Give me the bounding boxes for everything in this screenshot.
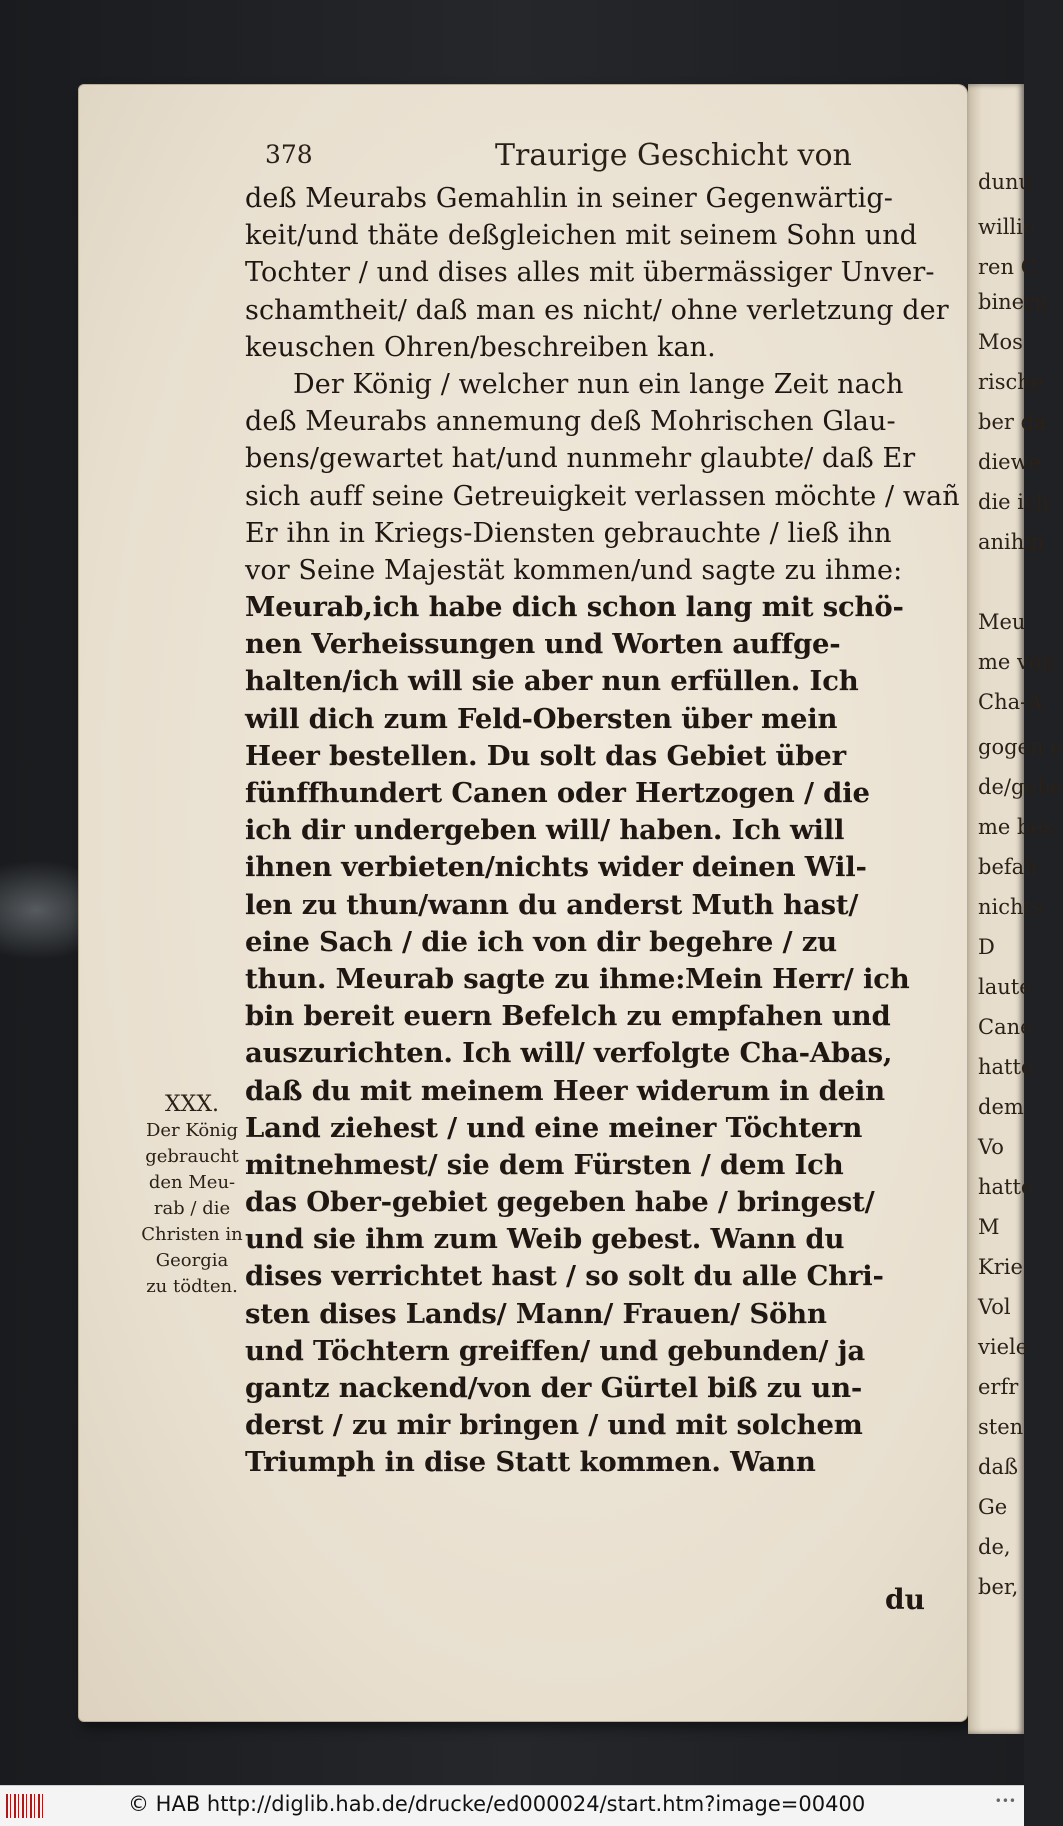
- text-line: Triumph in dise Statt kommen. Wann: [245, 1446, 816, 1479]
- marginal-note-line: zu tödten.: [146, 1276, 238, 1297]
- text-line: mitnehmest/ sie dem Fürsten / dem Ich: [245, 1148, 844, 1181]
- next-page-fragment: hatte: [978, 1175, 1034, 1199]
- next-page-fragment: daß: [978, 1455, 1018, 1479]
- next-page-fragment: rische: [978, 370, 1044, 394]
- text-line: daß du mit meinem Heer widerum in dein: [245, 1074, 885, 1107]
- text-line: bens/gewartet hat/und nunmehr glaubte/ daß Er: [245, 443, 916, 475]
- next-page-fragment: Krie: [978, 1255, 1023, 1279]
- text-line: eine Sach / die ich von dir begehre / zu: [245, 925, 837, 958]
- text-line: dises verrichtet hast / so solt du alle Chri-: [245, 1260, 884, 1293]
- text-line: und Töchtern greiffen/ und gebunden/ ja: [245, 1334, 865, 1367]
- page-header: [265, 140, 935, 180]
- next-page-fragment: sten: [978, 1415, 1024, 1439]
- text-line: schamtheit/ daß man es nicht/ ohne verletzung der: [245, 294, 949, 326]
- text-line: will dich zum Feld-Obersten über mein: [245, 702, 838, 735]
- next-page-fragment: anihm: [978, 530, 1045, 554]
- running-title: Traurige Geschicht von: [495, 138, 852, 173]
- text-line: Heer bestellen. Du solt das Gebiet über: [245, 739, 846, 772]
- text-line: und sie ihm zum Weib gebest. Wann du: [245, 1223, 845, 1256]
- page-number: 378: [265, 140, 313, 169]
- text-line: Der König / welcher nun ein lange Zeit nach: [293, 368, 904, 400]
- next-page-fragment: Meu: [978, 610, 1026, 634]
- copyright-url: © HAB http://diglib.hab.de/drucke/ed000024/start.htm?image=00400: [128, 1792, 866, 1816]
- marginal-note-line: Christen in: [141, 1224, 243, 1245]
- next-page-fragment: me bes: [978, 815, 1054, 839]
- text-line: derst / zu mir bringen / und mit solchem: [245, 1409, 863, 1442]
- footer-bar: [0, 1785, 1024, 1826]
- text-line: Meurab,ich habe dich schon lang mit schö-: [245, 591, 904, 624]
- text-line: sich auff seine Getreuigkeit verlassen möchte / wañ: [245, 480, 960, 512]
- marginal-note-line: gebraucht: [145, 1146, 239, 1167]
- next-page-fragment: de,: [978, 1535, 1011, 1559]
- marginal-note-line: Der König: [145, 1120, 239, 1141]
- next-page-fragment: Cane: [978, 1015, 1033, 1039]
- next-page-fragment: binern: [978, 290, 1048, 314]
- text-line: nen Verheissungen und Worten auffge-: [245, 628, 841, 661]
- text-line: Tochter / und dises alles mit übermässiger Unver-: [245, 257, 935, 289]
- next-page-fragment: dunu: [978, 170, 1033, 194]
- next-page-fragment: befah: [978, 855, 1038, 879]
- next-page-fragment: Ge: [978, 1495, 1008, 1519]
- next-page-fragment: viele: [978, 1335, 1029, 1359]
- marginal-note-line: rab / die: [153, 1198, 231, 1219]
- marginal-note-line: den Meu-: [148, 1172, 236, 1193]
- next-page-fragment: M: [978, 1215, 1000, 1239]
- next-page-fragment: me von: [978, 650, 1056, 674]
- next-page-fragment: Vol: [978, 1295, 1011, 1319]
- text-line: ich dir undergeben will/ haben. Ich will: [245, 814, 845, 847]
- barcode-icon: [6, 1794, 46, 1818]
- text-line: sten dises Lands/ Mann/ Frauen/ Söhn: [245, 1297, 827, 1330]
- body-text: [245, 180, 960, 1482]
- more-icon[interactable]: •••: [994, 1794, 1016, 1808]
- text-line: ihnen verbieten/nichts wider deinen Wil-: [245, 851, 867, 884]
- next-page-fragment: die ich: [978, 490, 1050, 514]
- text-line: keit/und thäte deßgleichen mit seinem Sohn und: [245, 220, 918, 252]
- next-page-fragment: ber da: [978, 410, 1047, 434]
- marginal-note: [136, 1092, 248, 1300]
- text-line: das Ober-gebiet gegeben habe / bringest/: [245, 1186, 875, 1219]
- catchword: du: [885, 1583, 925, 1616]
- next-page-fragment: laute: [978, 975, 1032, 999]
- next-page-fragment: erfr: [978, 1375, 1019, 1399]
- text-line: keuschen Ohren/beschreiben kan.: [245, 331, 716, 363]
- marginal-note-line: XXX.: [165, 1092, 219, 1117]
- next-page-fragment: willic: [978, 215, 1035, 239]
- next-page-fragment: gogen e: [978, 735, 1063, 759]
- text-line: deß Meurabs Gemahlin in seiner Gegenwärtig-: [245, 183, 893, 214]
- marginal-note-line: Georgia: [155, 1250, 229, 1271]
- next-page-fragment: Vo: [978, 1135, 1004, 1159]
- next-page-fragment: hatte: [978, 1055, 1034, 1079]
- text-line: fünffhundert Canen oder Hertzogen / die: [245, 777, 870, 809]
- text-line: Land ziehest / und eine meiner Töchtern: [245, 1111, 863, 1144]
- next-page-fragment: ren C: [978, 255, 1037, 279]
- next-page-fragment: D: [978, 935, 995, 959]
- text-line: auszurichten. Ich will/ verfolgte Cha-Abas,: [245, 1037, 893, 1070]
- next-page-fragment: nichts: [978, 895, 1043, 919]
- next-page-fragment: Mos: [978, 330, 1023, 354]
- text-line: thun. Meurab sagte zu ihme:Mein Herr/ ich: [245, 962, 910, 995]
- text-line: Er ihn in Kriegs-Diensten gebrauchte / ließ ihn: [245, 517, 892, 549]
- text-line: len zu thun/wann du anderst Muth hast/: [245, 888, 859, 921]
- next-page-fragment: dem: [978, 1095, 1024, 1119]
- text-line: vor Seine Majestät kommen/und sagte zu ihme:: [245, 554, 903, 586]
- next-page-fragment: de/gebe: [978, 775, 1063, 799]
- next-page-edge: [968, 84, 1063, 1734]
- text-line: halten/ich will sie aber nun erfüllen. Ich: [245, 665, 859, 698]
- next-page-fragment: Cha-A: [978, 690, 1043, 714]
- next-page-fragment: ber,: [978, 1575, 1019, 1599]
- text-line: deß Meurabs annemung deß Mohrischen Glau-: [245, 406, 896, 438]
- next-page-fragment: diewe: [978, 450, 1041, 474]
- text-line: bin bereit euern Befelch zu empfahen und: [245, 1000, 891, 1033]
- text-line: gantz nackend/von der Gürtel biß zu un-: [245, 1372, 863, 1404]
